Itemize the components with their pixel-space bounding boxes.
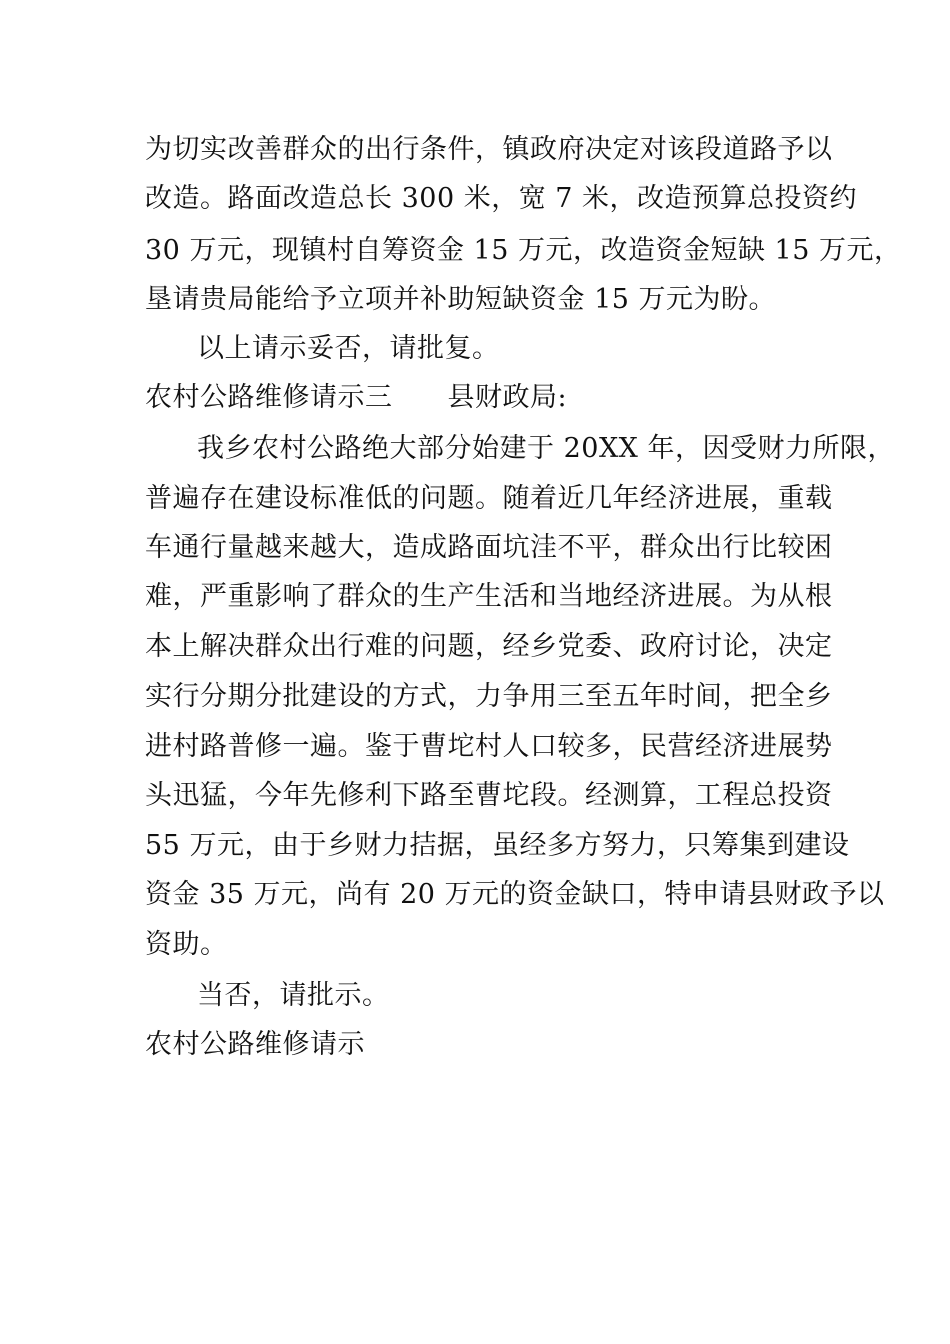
body-text-line: 资金 35 万元，尚有 20 万元的资金缺口，特申请县财政予以 bbox=[145, 879, 885, 910]
section-heading: 农村公路维修请示 bbox=[145, 1029, 365, 1060]
body-text-line: 普遍存在建设标准低的问题。随着近几年经济进展，重载 bbox=[145, 483, 833, 514]
body-text-line: 车通行量越来越大，造成路面坑洼不平，群众出行比较困 bbox=[145, 532, 833, 563]
body-text-line: 垦请贵局能给予立项并补助短缺资金 15 万元为盼。 bbox=[145, 284, 777, 315]
body-text-line: 55 万元，由于乡财力拮据，虽经多方努力，只筹集到建设 bbox=[145, 830, 850, 861]
body-text-line: 30 万元，现镇村自筹资金 15 万元，改造资金短缺 15 万元， bbox=[145, 235, 902, 266]
body-text-line: 改造。路面改造总长 300 米，宽 7 米，改造预算总投资约 bbox=[145, 183, 858, 214]
closing-line: 以上请示妥否，请批复。 bbox=[197, 333, 500, 364]
body-text-line: 头迅猛，今年先修利下路至曹坨段。经测算，工程总投资 bbox=[145, 780, 833, 811]
body-text-line: 为切实改善群众的出行条件，镇政府决定对该段道路予以 bbox=[145, 134, 833, 165]
section-heading: 农村公路维修请示三 县财政局: bbox=[145, 382, 568, 413]
body-text-line: 资助。 bbox=[145, 929, 228, 960]
body-text-line: 我乡农村公路绝大部分始建于 20XX 年，因受财力所限， bbox=[197, 433, 895, 464]
closing-line: 当否，请批示。 bbox=[197, 980, 390, 1011]
body-text-line: 难，严重影响了群众的生产生活和当地经济进展。为从根 bbox=[145, 581, 833, 612]
body-text-line: 进村路普修一遍。鉴于曹坨村人口较多，民营经济进展势 bbox=[145, 731, 833, 762]
body-text-line: 本上解决群众出行难的问题，经乡党委、政府讨论，决定 bbox=[145, 631, 833, 662]
body-text-line: 实行分期分批建设的方式，力争用三至五年时间，把全乡 bbox=[145, 681, 833, 712]
